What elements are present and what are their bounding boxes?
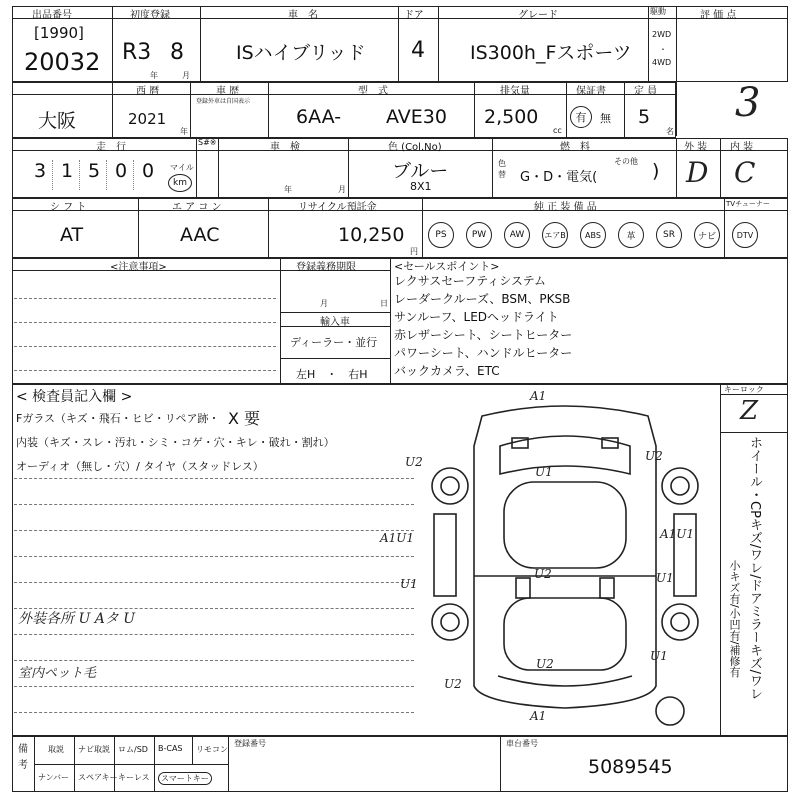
- sales-point: サンルーフ、LEDヘッドライト: [394, 310, 559, 324]
- equip-badge: ナビ: [694, 222, 720, 248]
- int-grade: C: [734, 156, 756, 189]
- capacity: 5: [638, 106, 651, 128]
- insp-line: [14, 686, 414, 687]
- footer-item: ロム/SD: [118, 745, 148, 754]
- damage-mark: A1: [530, 709, 547, 723]
- damage-mark: U2: [444, 677, 462, 691]
- damage-mark: U2: [645, 449, 663, 463]
- insp-line: [14, 582, 414, 583]
- shaken-month: 月: [338, 185, 346, 194]
- footer-item: B-CAS: [158, 744, 183, 753]
- odo-digit: 0: [141, 160, 155, 182]
- odo-digit: 0: [109, 160, 134, 190]
- fuel-close: ): [652, 160, 660, 182]
- damage-mark: A1U1: [660, 527, 695, 541]
- fuel-other: その他: [614, 157, 638, 166]
- equip-badge: ABS: [580, 222, 606, 248]
- km-unit: km: [168, 174, 192, 192]
- color: ブルー: [392, 160, 449, 182]
- lot-number: 20032: [24, 48, 101, 76]
- reg-era: R3: [122, 40, 152, 65]
- insp-line: [14, 556, 414, 557]
- drive-dot: ・: [659, 45, 667, 54]
- chassis-label: 車台番号: [506, 739, 538, 748]
- shift-label: シ フ ト: [50, 202, 87, 213]
- grade: IS300h_Fスポーツ: [470, 42, 632, 64]
- model-year-unit: 年: [180, 127, 188, 136]
- mileage-label: 走 行: [96, 142, 126, 153]
- cc-unit: cc: [553, 126, 562, 135]
- sales-point: パワーシート、ハンドルヒーター: [394, 346, 573, 360]
- fglass-mark: X 要: [228, 409, 261, 428]
- note-line: [14, 298, 276, 299]
- reg-month: 8: [170, 40, 184, 65]
- handle-side: 左H ・ 右H: [296, 368, 368, 381]
- insp-line: [14, 634, 414, 635]
- odo-digit: 1: [55, 160, 80, 190]
- model-code: 6AA-: [296, 106, 342, 128]
- sales-point: レクサスセーフティシステム: [394, 274, 547, 288]
- yen-unit: 円: [410, 247, 418, 256]
- model-year: 2021: [128, 110, 167, 128]
- chassis-number: 5089545: [588, 756, 673, 778]
- sales-point: レーダークルーズ、BSM、PKSB: [394, 292, 571, 306]
- fuel-label: 燃 料: [560, 142, 590, 153]
- note-line: [14, 322, 276, 323]
- deadline-day: 日: [380, 299, 388, 308]
- insp-line: [14, 530, 414, 531]
- damage-mark: U2: [534, 567, 552, 581]
- damage-mark: U1: [535, 465, 553, 479]
- model-number: AVE30: [386, 106, 447, 128]
- footer-item: キーレス: [118, 773, 150, 782]
- deadline-month: 月: [320, 299, 328, 308]
- jikoku-note: 登録外車は自国表示: [196, 98, 251, 105]
- side-note-2: 小キズ有/小凹有/補修有: [728, 560, 741, 678]
- recycle-label: リサイクル預託金: [298, 202, 377, 213]
- damage-marks: [379, 389, 694, 723]
- color-code: 8X1: [410, 180, 432, 193]
- model-label: 型 式: [358, 86, 388, 97]
- equip-badge: AW: [504, 222, 530, 248]
- equip-badge: PW: [466, 222, 492, 248]
- overall-score: 3: [735, 80, 761, 126]
- note-line: [14, 370, 276, 371]
- shift: AT: [60, 224, 84, 246]
- warranty-yes: 有: [570, 106, 592, 128]
- lot-label: 出品番号: [32, 10, 72, 21]
- insp-line: [14, 504, 414, 505]
- door-count: 4: [411, 38, 425, 63]
- lot-year: [1990]: [34, 24, 84, 42]
- recycle-fee: 10,250: [338, 224, 405, 246]
- car-name-label: 車 名: [288, 10, 318, 21]
- odo-digit: 3: [28, 160, 53, 190]
- sales-label: <セールスポイント>: [394, 260, 500, 273]
- drive-4wd: 4WD: [652, 58, 672, 67]
- capacity-label: 定 員: [634, 86, 658, 97]
- area: 大阪: [38, 110, 77, 132]
- damage-mark: U2: [405, 455, 423, 469]
- remarks-label: 備考: [18, 744, 28, 771]
- audio-line: オーディオ（無し・穴）/ タイヤ（スタッドレス）: [16, 460, 264, 473]
- warranty-label: 保証書: [576, 86, 606, 97]
- footer-item: リモコン: [196, 745, 228, 754]
- footer-item: スペアキー: [78, 773, 118, 782]
- damage-mark: A1U1: [380, 531, 415, 545]
- handwritten-interior: 室内ペット毛: [18, 666, 97, 681]
- equip-badge: PS: [428, 222, 454, 248]
- capacity-unit: 名: [666, 127, 674, 136]
- color-change: 色替: [498, 159, 506, 179]
- note-line: [14, 346, 276, 347]
- import-label: 輸入車: [320, 317, 350, 328]
- insp-line: [14, 712, 414, 713]
- ac: AAC: [180, 224, 220, 246]
- sales-points: [394, 272, 572, 380]
- disp-label: 排気量: [500, 86, 530, 97]
- shaken-year: 年: [284, 185, 292, 194]
- type-label: 車 歴: [216, 86, 240, 97]
- equip-badge: SR: [656, 222, 682, 248]
- odo-digit: 5: [82, 160, 107, 190]
- equip-label: 純 正 装 備 品: [534, 202, 597, 213]
- fuel: G・D・電気(: [520, 170, 598, 185]
- year-unit: 年: [150, 71, 158, 80]
- equip-badge: 革: [618, 222, 644, 248]
- odometer: [28, 160, 168, 190]
- score-label: 評 価 点: [700, 10, 737, 21]
- sales-point: バックカメラ、ETC: [394, 364, 500, 378]
- equip-badge: エアB: [542, 222, 568, 248]
- footer-item: ナビ取説: [78, 745, 110, 754]
- side-note: ホイール・CPキズ/ワレ/ドアミラーキズ/ワレ: [747, 436, 762, 701]
- warranty-no: 無: [600, 112, 611, 125]
- s-label: S#※: [198, 138, 217, 147]
- month-unit: 月: [182, 71, 190, 80]
- insp-line: [14, 660, 414, 661]
- drive-label: 駆動: [650, 7, 666, 16]
- damage-mark: U1: [656, 571, 674, 585]
- ext-grade: D: [686, 156, 709, 189]
- damage-mark: U1: [400, 577, 418, 591]
- ac-label: エ ア コ ン: [172, 202, 222, 213]
- reg-deadline-label: 登録義務期限: [296, 262, 356, 273]
- drive-2wd: 2WD: [652, 30, 672, 39]
- shaken-label: 車 検: [270, 142, 300, 153]
- keylock-label: キーロック: [724, 385, 764, 394]
- footer-item: スマートキー: [158, 772, 212, 785]
- car-diagram: [380, 386, 710, 736]
- footer-item: 取説: [48, 745, 64, 754]
- interior-line: 内装（キズ・スレ・汚れ・シミ・コゲ・穴・キレ・破れ・割れ）: [16, 436, 335, 449]
- car-name: ISハイブリッド: [236, 42, 366, 64]
- damage-mark: U2: [536, 657, 554, 671]
- int-label: 内 装: [730, 142, 754, 153]
- damage-mark: U1: [650, 649, 668, 663]
- keylock-mark: Z: [740, 396, 759, 426]
- fglass-line: Fガラス（キズ・飛石・ヒビ・リペア跡・: [16, 412, 220, 425]
- tuner-label: TVチューナー: [726, 200, 770, 208]
- insp-line: [14, 478, 414, 479]
- ext-label: 外 装: [684, 142, 708, 153]
- grade-label: グレード: [518, 10, 558, 21]
- inspector-title: < 検査員記入欄 >: [16, 389, 133, 405]
- displacement: 2,500: [484, 106, 539, 128]
- first-reg-label: 初度登録: [130, 10, 170, 21]
- equip-badge: DTV: [732, 222, 758, 248]
- reg-no-label: 登録番号: [234, 739, 266, 748]
- dealer-parallel: ディーラー・並行: [290, 336, 378, 349]
- seireki-label: 西 暦: [136, 86, 160, 97]
- color-label: 色 (Col.No): [388, 142, 442, 153]
- handwritten-exterior: 外装各所 U Aタ U: [18, 611, 136, 627]
- door-label: ドア: [404, 10, 424, 21]
- sales-point: 赤レザーシート、シートヒーター: [394, 328, 573, 342]
- attention-label: <注意事項>: [110, 262, 167, 273]
- footer-item: ナンバー: [38, 773, 70, 782]
- mile-label: マイル: [170, 163, 194, 172]
- damage-mark: A1: [530, 389, 547, 403]
